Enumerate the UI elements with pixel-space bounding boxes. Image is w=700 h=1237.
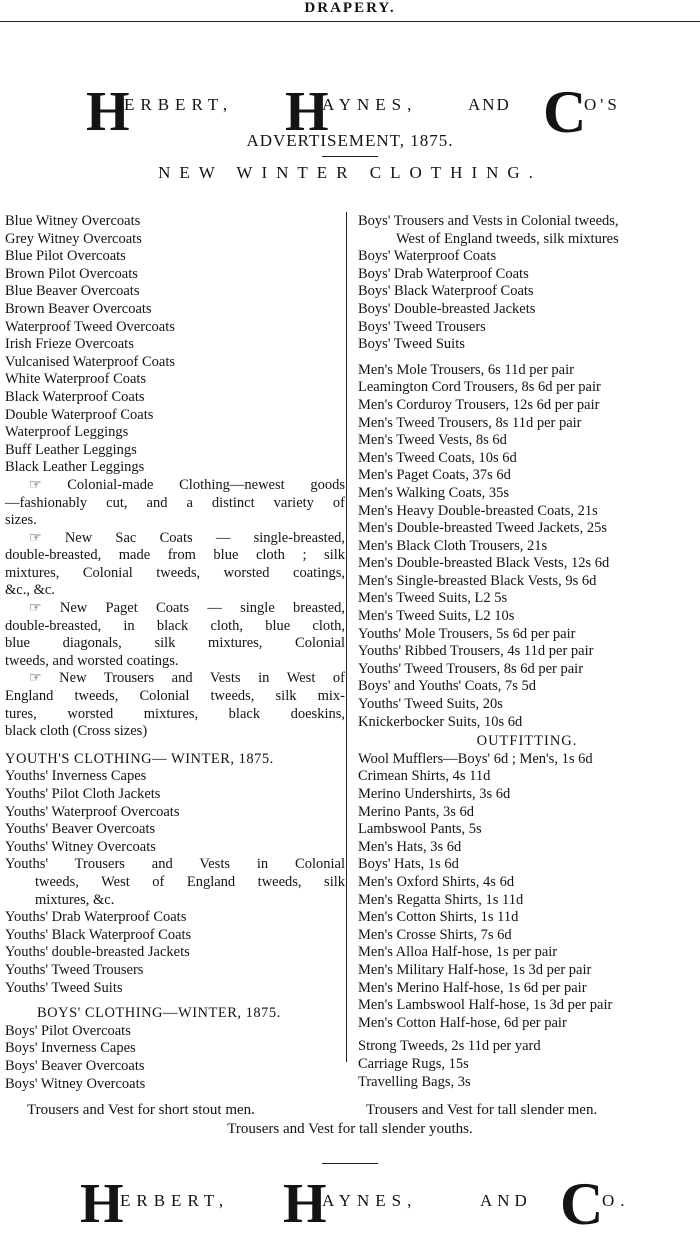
boys-list [5,1023,345,1093]
list-item: Black Leather Leggings [5,459,145,476]
brand-initial-h2: H [285,81,329,143]
left-column [5,213,345,1093]
price-item: Men's Cotton Shirts, 1s 11d [358,909,519,926]
list-item: Boys' Tweed Suits [358,336,465,353]
pointing-hand-icon: ☞ [29,477,42,493]
price-item: Men's Double-breasted Tweed Jackets, 25s [358,520,607,537]
price-item: Men's Walking Coats, 35s [358,484,510,501]
price-item: Men's Cotton Half-hose, 6d per pair [358,1014,567,1031]
list-item: Youths' Waterproof Overcoats [5,803,180,820]
price-item: Men's Single-breasted Black Vests, 9s 6d [358,572,597,589]
brand-word-and: AND [480,1191,532,1210]
paragraph-line: &c., &c. [5,582,55,599]
paragraph-paget-coats [5,600,345,670]
price-item: Men's Alloa Half-hose, 1s per pair [358,944,558,961]
right-column [358,213,696,1091]
list-item: Boys' Trousers and Vests in Colonial tweeds, [358,213,619,229]
header-rule [0,21,700,22]
list-item: Buff Leather Leggings [5,441,137,458]
brand-initial-c: C [543,79,587,145]
brand-word-and: AND [468,95,511,114]
price-item: Leamington Cord Trousers, 8s 6d per pair [358,379,601,396]
brand-word-herbert: ERBERT, [124,95,234,114]
list-item: Waterproof Tweed Overcoats [5,318,175,335]
running-header: DRAPERY. [304,0,396,16]
price-item: Carriage Rugs, 15s [358,1055,469,1072]
pointing-hand-icon: ☞ [29,530,42,546]
outfitting-list [358,751,696,1033]
price-item: Youths' Tweed Suits, 20s [358,696,503,713]
list-item: Boys' Tweed Trousers [358,318,486,335]
list-item: Youths' Black Waterproof Coats [5,926,192,943]
price-item: Men's Tweed Coats, 10s 6d [358,449,517,466]
paragraph-line: sizes. [5,512,37,529]
price-item: Merino Pants, 3s 6d [358,803,474,820]
list-item: Blue Witney Overcoats [5,213,141,229]
price-item: Men's Mole Trousers, 6s 11d per pair [358,361,574,378]
list-item: Youths' Pilot Cloth Jackets [5,786,161,802]
section-title: NEW WINTER CLOTHING. [158,163,542,182]
price-item: Men's Hats, 3s 6d [358,838,462,855]
paragraph-line: tweeds, and worsted coatings. [5,652,179,669]
list-item: Blue Pilot Overcoats [5,248,126,265]
pointing-hand-icon: ☞ [29,671,42,687]
price-item: Men's Merino Half-hose, 1s 6d per pair [358,979,587,996]
list-item: Youths' Drab Waterproof Coats [5,909,187,926]
list-item: Boys' Drab Waterproof Coats [358,265,529,282]
list-item: Black Waterproof Coats [5,388,145,405]
footnote-line-2: Trousers and Vest for tall slender youths. [227,1121,473,1137]
price-list [358,362,696,731]
price-item: Men's Tweed Suits, L2 5s [358,590,508,607]
footnote-tall-slender-men: Trousers and Vest for tall slender men. [366,1102,598,1118]
boys-extra-list [358,213,696,354]
price-item: Merino Undershirts, 3s 6d [358,786,511,802]
list-item: Youths' Inverness Capes [5,768,147,785]
price-item: Men's Double-breasted Black Vests, 12s 6d [358,555,610,572]
youths-list [5,768,345,997]
list-item: West of England tweeds, silk mixtures [396,230,619,247]
column-divider [346,212,347,1062]
price-item: Men's Tweed Trousers, 8s 11d per pair [358,414,582,431]
list-item: Boys' Pilot Overcoats [5,1022,131,1039]
paragraph-sac-coats [5,530,345,600]
list-item: Boys' Double-breasted Jackets [358,300,536,317]
youths-heading: YOUTH'S CLOTHING— WINTER, 1875. [5,750,274,767]
price-item: Boys' and Youths' Coats, 7s 5d [358,678,537,695]
brand-initial-h2: H [283,1173,327,1235]
paragraph-line: double-breasted, in black cloth, blue cloth, [5,617,345,634]
price-item: Men's Oxford Shirts, 4s 6d [358,873,515,890]
boys-heading: BOYS' CLOTHING—WINTER, 1875. [37,1005,281,1022]
paragraph-line: —fashionably cut, and a distinct variety of [5,494,345,511]
paragraph-line: blue diagonals, silk mixtures, Colonial [5,635,345,652]
paragraph-line: mixtures, Colonial tweeds, worsted coatings, [5,564,345,581]
list-item: Youths' Beaver Overcoats [5,821,156,838]
paragraph-colonial [5,477,345,530]
list-item: Youths' Witney Overcoats [5,838,156,855]
price-item: Men's Crosse Shirts, 7s 6d [358,926,512,943]
price-item: Boys' Hats, 1s 6d [358,856,459,873]
list-item: Double Waterproof Coats [5,406,154,423]
footnote-short-stout: Trousers and Vest for short stout men. [27,1102,255,1118]
list-item: White Waterproof Coats [5,371,147,388]
price-item: Crimean Shirts, 4s 11d [358,768,491,785]
outfitting-heading: OUTFITTING. [476,733,578,750]
list-item: Boys' Black Waterproof Coats [358,283,534,300]
paragraph-line: ☞ New Trousers and Vests in West of [29,670,346,687]
brand-word-herbert: ERBERT, [120,1191,230,1210]
price-item: Men's Black Cloth Trousers, 21s [358,537,548,554]
price-item: Men's Tweed Suits, L2 10s [358,608,515,625]
price-item: Men's Military Half-hose, 1s 3d per pair [358,961,592,978]
price-item: Youths' Ribbed Trousers, 4s 11d per pair [358,643,594,660]
paragraph-line: ☞ New Sac Coats — single-breasted, [29,529,346,546]
list-item: Youths' double-breasted Jackets [5,944,190,961]
price-item: Knickerbocker Suits, 10s 6d [358,713,523,730]
paragraph-line: tures, worsted mixtures, black doeskins, [5,705,345,722]
price-item: Wool Mufflers—Boys' 6d ; Men's, 1s 6d [358,750,593,767]
price-item: Men's Tweed Vests, 8s 6d [358,432,507,449]
list-item: Boys' Witney Overcoats [5,1075,146,1092]
list-item: Youths' Tweed Trousers [5,961,144,978]
list-item: Brown Beaver Overcoats [5,300,152,317]
pointing-hand-icon: ☞ [29,601,42,617]
list-item: Brown Pilot Overcoats [5,265,138,282]
price-item: Lambswool Pants, 5s [358,821,482,838]
price-item: Youths' Tweed Trousers, 8s 6d per pair [358,660,584,677]
list-item: Blue Beaver Overcoats [5,283,140,300]
brand-heading-bottom [0,1171,700,1237]
subtitle-rule [322,156,378,157]
list-item: Vulcanised Waterproof Coats [5,353,176,370]
paragraph-line: double-breasted, made from blue cloth ; silk [5,547,345,564]
advertisement-subtitle: ADVERTISEMENT, 1875. [246,131,454,150]
outfitting-extra-list [358,1038,696,1091]
overcoat-list [5,213,345,477]
paragraph-line: black cloth (Cross sizes) [5,723,148,740]
price-item: Travelling Bags, 3s [358,1073,471,1090]
price-item: Men's Corduroy Trousers, 12s 6d per pair [358,396,600,413]
list-item: Youths' Tweed Suits [5,979,123,996]
price-item: Youths' Mole Trousers, 5s 6d per pair [358,625,576,642]
brand-word-haynes: AYNES, [322,1191,418,1210]
brand-initial-h: H [86,81,130,143]
list-item: Irish Frieze Overcoats [5,336,134,353]
list-item: Grey Witney Overcoats [5,230,142,247]
paragraph-line: England tweeds, Colonial tweeds, silk mix- [5,688,345,705]
brand-word-haynes: AYNES, [322,95,418,114]
paragraph-trousers-vests [5,670,345,740]
list-item: Boys' Inverness Capes [5,1040,136,1057]
price-item: Men's Lambswool Half-hose, 1s 3d per pair [358,997,613,1014]
price-item: Men's Regatta Shirts, 1s 11d [358,891,524,908]
footer-rule [322,1163,378,1164]
brand-initial-h: H [80,1173,124,1235]
list-item: Youths' Trousers and Vests in Colonial [5,856,345,873]
brand-word-co: O. [602,1191,631,1210]
list-item: Boys' Beaver Overcoats [5,1057,145,1074]
paragraph-line: ☞ New Paget Coats — single breasted, [29,600,345,617]
price-item: Men's Paget Coats, 37s 6d [358,467,511,484]
price-item: Strong Tweeds, 2s 11d per yard [358,1038,541,1055]
list-item: tweeds, West of England tweeds, silk [35,873,345,890]
paragraph-line: ☞ Colonial-made Clothing—newest goods [29,476,345,493]
brand-word-cos: O'S [584,95,621,114]
brand-initial-c: C [560,1171,604,1237]
list-item: Boys' Waterproof Coats [358,248,497,265]
list-item: Waterproof Leggings [5,424,129,441]
list-item: mixtures, &c. [35,891,115,908]
price-item: Men's Heavy Double-breasted Coats, 21s [358,502,598,519]
